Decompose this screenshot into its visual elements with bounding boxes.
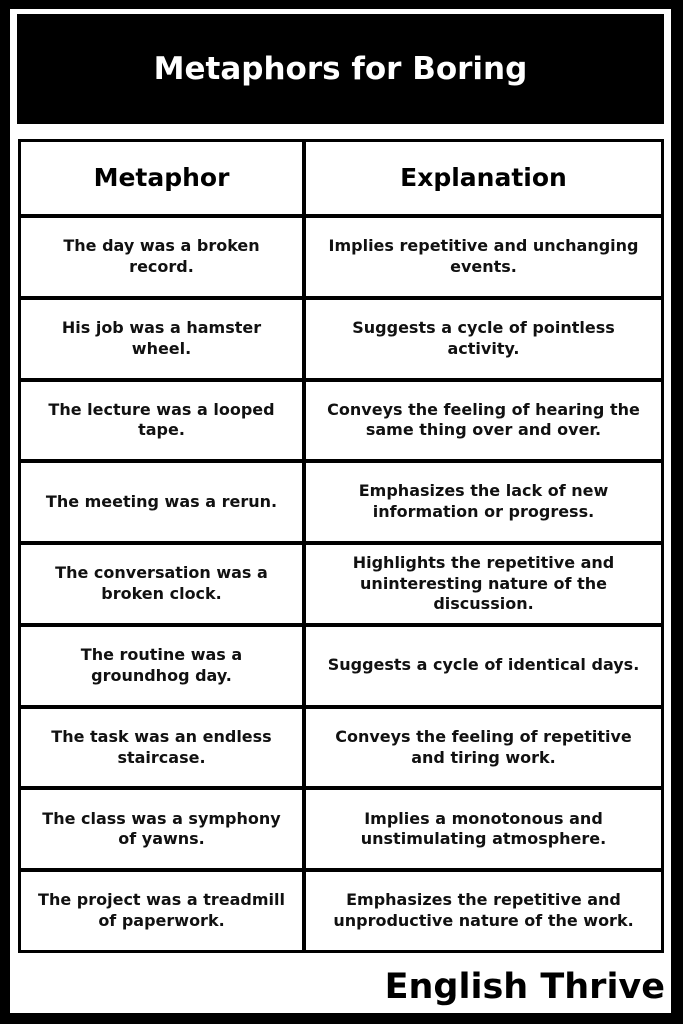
metaphor-cell: His job was a hamster wheel. [21, 300, 302, 378]
infographic-card [10, 9, 671, 1013]
metaphor-cell: The conversation was a broken clock. [21, 545, 302, 623]
column-header-metaphor: Metaphor [21, 142, 302, 214]
metaphor-cell: The day was a broken record. [21, 218, 302, 296]
metaphor-cell: The routine was a groundhog day. [21, 627, 302, 705]
explanation-cell: Emphasizes the lack of new information or progress. [306, 463, 661, 541]
metaphor-cell: The meeting was a rerun. [21, 463, 302, 541]
metaphor-cell: The project was a treadmill of paperwork. [21, 872, 302, 950]
explanation-cell: Conveys the feeling of hearing the same thing over and over. [306, 382, 661, 460]
explanation-cell: Emphasizes the repetitive and unproductive nature of the work. [306, 872, 661, 950]
explanation-cell: Conveys the feeling of repetitive and tiring work. [306, 709, 661, 787]
page-title: Metaphors for Boring [17, 14, 664, 124]
explanation-cell: Suggests a cycle of pointless activity. [306, 300, 661, 378]
metaphor-table [18, 139, 664, 953]
metaphor-cell: The class was a symphony of yawns. [21, 790, 302, 868]
explanation-cell: Implies a monotonous and unstimulating atmosphere. [306, 790, 661, 868]
explanation-cell: Highlights the repetitive and uninteresting nature of the discussion. [306, 545, 661, 623]
metaphor-cell: The lecture was a looped tape. [21, 382, 302, 460]
brand-label: English Thrive [384, 967, 665, 1007]
metaphor-cell: The task was an endless staircase. [21, 709, 302, 787]
explanation-cell: Suggests a cycle of identical days. [306, 627, 661, 705]
column-header-explanation: Explanation [306, 142, 661, 214]
explanation-cell: Implies repetitive and unchanging events. [306, 218, 661, 296]
